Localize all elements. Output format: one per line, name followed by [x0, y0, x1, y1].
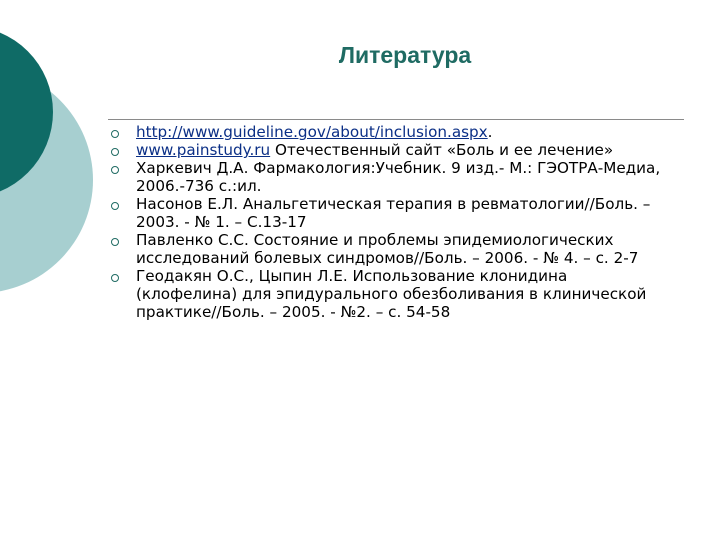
decorative-circles-graphic — [0, 0, 100, 300]
reference-text: Харкевич Д.А. Фармакология:Учебник. 9 изд.- М.: ГЭОТРА-Медиа, 2006.-736 с.:ил. — [136, 159, 661, 195]
reference-link[interactable]: www.painstudy.ru — [136, 141, 271, 159]
reference-text-tail: Отечественный сайт «Боль и ее лечение» — [270, 141, 614, 159]
bullet-circle-icon — [111, 130, 119, 138]
reference-text — [136, 141, 613, 159]
reference-item — [110, 123, 670, 141]
bullet-circle-icon — [111, 238, 119, 246]
title-divider — [108, 119, 684, 120]
bullet-circle-icon — [111, 202, 119, 210]
reference-item — [110, 267, 670, 321]
reference-text-tail: . — [487, 123, 493, 141]
bullet-circle-icon — [111, 274, 119, 282]
reference-link[interactable]: http://www.guideline.gov/about/inclusion.aspx — [136, 123, 488, 141]
reference-item — [110, 159, 670, 195]
reference-list — [110, 123, 670, 321]
bullet-circle-icon — [111, 148, 119, 156]
reference-item — [110, 141, 670, 159]
reference-text: Насонов Е.Л. Анальгетическая терапия в ревматологии//Боль. – 2003. - № 1. – С.13-17 — [136, 195, 651, 231]
decorative-circles — [0, 0, 100, 300]
bullet-circle-icon — [111, 166, 119, 174]
reference-item — [110, 231, 670, 267]
reference-item — [110, 195, 670, 231]
reference-text: Павленко С.С. Состояние и проблемы эпидемиологических исследований болевых синдромов//Боль. – 2006. - № 4. – с. 2-7 — [136, 231, 639, 267]
slide-title: Литература — [338, 42, 472, 68]
reference-text: Геодакян О.С., Цыпин Л.Е. Использование клонидина (клофелина) для эпидурального обезболивания в клинической практике//Боль. – 2005. - №2. – с. 54-58 — [136, 267, 647, 321]
reference-text — [136, 123, 493, 141]
